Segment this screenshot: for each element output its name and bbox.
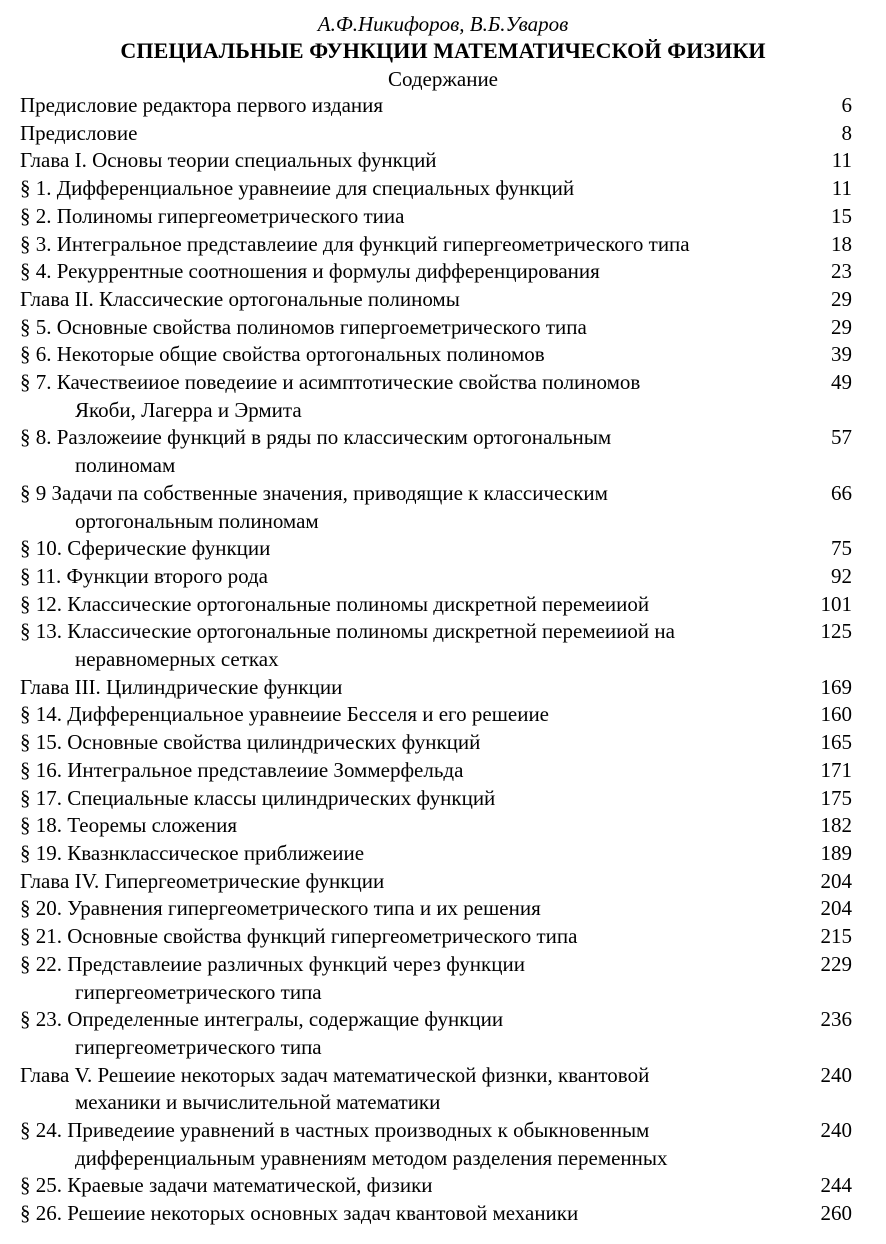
toc-page-number: 49 [831, 370, 852, 395]
toc-entry [0, 701, 886, 729]
toc-page-number: 18 [831, 231, 852, 256]
toc-page-number: 66 [831, 480, 852, 505]
toc-page-number: 29 [831, 314, 852, 339]
toc-entry-continuation: Якоби, Лагерра и Эрмита [75, 397, 302, 422]
toc-page-number: 23 [831, 259, 852, 284]
toc-entry-line: § 8. Разложеиие функций в ряды по классическим ортогональным [20, 425, 612, 450]
toc-entry [0, 480, 886, 535]
toc-entry [0, 175, 886, 203]
toc-page-number: 171 [820, 757, 852, 782]
toc-entry-line: Глава V. Решеиие некоторых задач математической физнки, квантовой [20, 1062, 650, 1087]
toc-entry-line: § 15. Основные свойства цилиндрических функций [20, 730, 481, 755]
toc-entry [0, 92, 886, 120]
toc-entry-title [20, 895, 800, 923]
toc-entry [0, 812, 886, 840]
toc-page-number: 15 [831, 203, 852, 228]
toc-entry-continuation: гипергеометрического типа [75, 1034, 322, 1059]
toc-entry [0, 618, 886, 673]
toc-page-number: 182 [820, 813, 852, 838]
toc-page-number: 189 [820, 840, 852, 865]
toc-entry [0, 923, 886, 951]
toc-entry-title [20, 480, 800, 535]
toc-page-number: 165 [820, 730, 852, 755]
authors: А.Ф.Никифоров, В.Б.Уваров [317, 12, 569, 36]
toc-entry-title [20, 231, 800, 259]
toc-entry [0, 895, 886, 923]
toc-entry-line: § 13. Классические ортогональные полиномы дискретной перемеииой на [20, 619, 675, 644]
toc-entry-continuation: гипергеометрического типа [75, 979, 322, 1004]
toc-entry-line: § 5. Основные свойства полиномов гипергоеметрического типа [20, 314, 587, 339]
toc-entry-line: Глава I. Основы теории специальных функций [20, 148, 437, 173]
toc-entry-title [20, 203, 800, 231]
toc-entry-title [20, 1117, 800, 1172]
toc-entry-line: § 24. Приведеиие уравнений в частных производных к обыкновенным [20, 1118, 650, 1143]
toc-entry-title [20, 618, 800, 673]
toc-entry-title [20, 591, 800, 619]
toc-entry-continuation: полиномам [75, 453, 176, 478]
toc-entry-line: Глава III. Цилиндрические функции [20, 674, 343, 699]
toc-page-number: 101 [820, 591, 852, 616]
toc-entry-line: § 2. Полиномы гипергеометрического тииа [20, 203, 405, 228]
toc-entry-line: § 25. Краевые задачи математической, физики [20, 1173, 433, 1198]
toc-entry [0, 1062, 886, 1117]
toc-entry [0, 203, 886, 231]
toc-entry-line: § 10. Сферические функции [20, 536, 271, 561]
toc-entry [0, 563, 886, 591]
toc-page-number: 240 [820, 1062, 852, 1087]
toc-entry-title [20, 424, 800, 479]
toc-entry-line: § 6. Некоторые общие свойства ортогональных полиномов [20, 342, 545, 367]
toc-entry [0, 120, 886, 148]
toc-page-number: 204 [820, 896, 852, 921]
toc-page-number: 125 [820, 619, 852, 644]
toc-entry-title [20, 1062, 800, 1117]
toc-entry-title [20, 812, 800, 840]
toc-entry-line: § 4. Рекуррентные соотношения и формулы дифференцирования [20, 259, 600, 284]
toc-entry [0, 147, 886, 175]
toc-entry-title [20, 563, 800, 591]
toc-entry [0, 951, 886, 1006]
toc-page-number: 6 [841, 93, 852, 117]
toc-entry-title [20, 757, 800, 785]
toc-entry [0, 341, 886, 369]
toc-entry-title [20, 674, 800, 702]
toc-entry [0, 785, 886, 813]
toc-entry-line: Предисловие редактора первого издания [20, 93, 384, 117]
toc-entry-line: § 17. Специальные классы цилиндрических функций [20, 785, 496, 810]
toc-entry [0, 591, 886, 619]
toc-entry-title [20, 120, 800, 148]
toc-page-number: 39 [831, 342, 852, 367]
toc-page-number: 75 [831, 536, 852, 561]
toc-entry-line: Глава II. Классические ортогональные полиномы [20, 286, 460, 311]
toc-entry [0, 729, 886, 757]
toc-entry-title [20, 951, 800, 1006]
toc-entry [0, 868, 886, 896]
toc-entry-title [20, 535, 800, 563]
toc-entry-title [20, 1006, 800, 1061]
book-title: СПЕЦИАЛЬНЫЕ ФУНКЦИИ МАТЕМАТИЧЕСКОЙ ФИЗИКИ [120, 38, 766, 63]
toc-entry-title [20, 314, 800, 342]
toc-entry-line: § 9 Задачи па собственные значения, приводящие к классическим [20, 480, 608, 505]
toc-entry-title [20, 369, 800, 424]
contents-heading: Содержание [387, 67, 499, 91]
toc-entry-continuation: неравномерных сетках [75, 647, 279, 672]
toc-entry-continuation: дифференциальным уравнениям методом разделения переменных [75, 1145, 668, 1170]
toc-entry [0, 1200, 886, 1228]
toc-entry-line: § 12. Классические ортогональные полиномы дискретной перемеииой [20, 591, 650, 616]
toc-entry [0, 1117, 886, 1172]
toc-page-number: 215 [820, 924, 852, 949]
toc-entry-title [20, 341, 800, 369]
toc-page-number: 229 [820, 951, 852, 976]
toc-entry [0, 369, 886, 424]
toc-entry-line: § 1. Дифференциальное уравнеиие для специальных функций [20, 176, 575, 201]
toc-entry-line: Предисловие [20, 120, 138, 145]
toc-page-number: 11 [831, 148, 852, 173]
toc-entry-line: § 22. Представлеиие различных функций через функции [20, 951, 525, 976]
toc-page-number: 92 [831, 563, 852, 588]
toc-entry-title [20, 729, 800, 757]
toc-entry [0, 535, 886, 563]
toc-entry [0, 1172, 886, 1200]
toc-page-number: 169 [820, 674, 852, 699]
toc-page-number: 11 [831, 176, 852, 201]
toc-entry-line: § 14. Дифференциальное уравнеиие Бесселя и его решеиие [20, 702, 549, 727]
toc-entry-title [20, 258, 800, 286]
toc-entry-line: § 21. Основные свойства функций гипергеометрического типа [20, 924, 578, 949]
toc-page-number: 8 [841, 120, 852, 145]
toc-entry [0, 258, 886, 286]
toc-entry-title [20, 147, 800, 175]
toc-page-number: 244 [820, 1173, 852, 1198]
toc-entry-line: § 19. Квазнклассическое приближеиие [20, 840, 365, 865]
toc-entry [0, 314, 886, 342]
toc-entry-line: § 11. Функции второго рода [20, 563, 269, 588]
toc-entry-line: § 3. Интегральное представлеиие для функций гипергеометрического типа [20, 231, 690, 256]
toc-page-number: 29 [831, 286, 852, 311]
toc-entry-line: Глава IV. Гипергеометрические функции [20, 868, 385, 893]
toc-entry-line: § 16. Интегральное представлеиие Зоммерфельда [20, 757, 464, 782]
toc-entry [0, 840, 886, 868]
toc-entry-title [20, 1200, 800, 1228]
toc-entry-title [20, 175, 800, 203]
toc-entry [0, 1006, 886, 1061]
toc-entry-title [20, 92, 800, 120]
table-of-contents [0, 92, 886, 1228]
toc-entry [0, 674, 886, 702]
toc-entry [0, 424, 886, 479]
toc-entry-title [20, 840, 800, 868]
toc-entry-title [20, 868, 800, 896]
toc-page-number: 175 [820, 785, 852, 810]
toc-page-number: 240 [820, 1118, 852, 1143]
toc-entry-title [20, 923, 800, 951]
toc-page-number: 236 [820, 1007, 852, 1032]
toc-page-number: 57 [831, 425, 852, 450]
toc-entry-line: § 20. Уравнения гипергеометрического типа и их решения [20, 896, 541, 921]
toc-entry-line: § 18. Теоремы сложения [20, 813, 238, 838]
toc-entry-continuation: механики и вычислительной математики [75, 1090, 441, 1115]
toc-entry-title [20, 701, 800, 729]
toc-entry-title [20, 785, 800, 813]
toc-entry-title [20, 286, 800, 314]
toc-page-number: 204 [820, 868, 852, 893]
toc-entry-title [20, 1172, 800, 1200]
toc-entry-line: § 23. Определенные интегралы, содержащие функции [20, 1007, 504, 1032]
toc-entry [0, 757, 886, 785]
toc-entry [0, 231, 886, 259]
toc-entry-continuation: ортогональным полиномам [75, 508, 319, 533]
toc-page-number: 260 [820, 1201, 852, 1226]
toc-entry-line: § 7. Качествеииое поведеиие и асимптотические свойства полиномов [20, 370, 641, 395]
toc-page-number: 160 [820, 702, 852, 727]
toc-entry-line: § 26. Решеиие некоторых основных задач квантовой механики [20, 1201, 579, 1226]
toc-entry [0, 286, 886, 314]
